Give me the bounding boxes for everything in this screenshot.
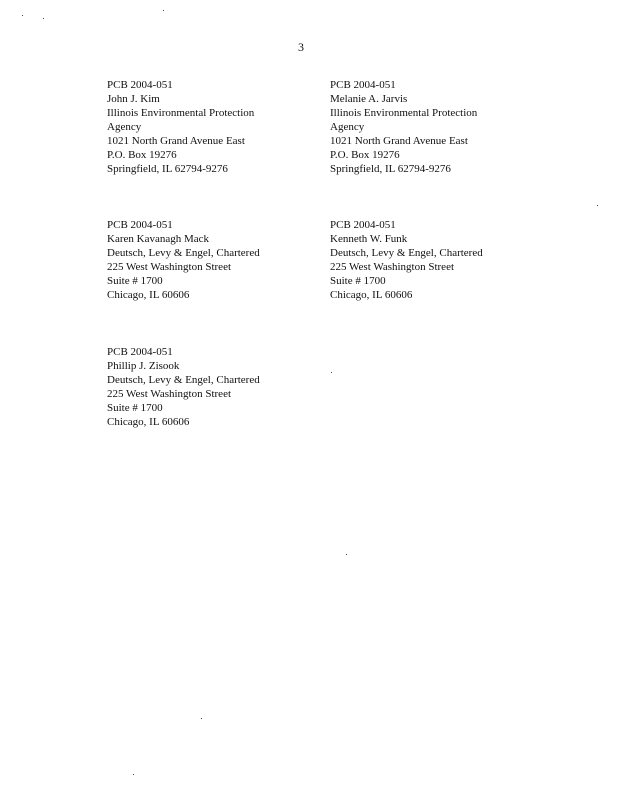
recipient-name: Kenneth W. Funk	[330, 233, 408, 245]
street-address: 1021 North Grand Avenue East	[330, 135, 468, 147]
organization: Deutsch, Levy & Engel, Chartered	[107, 374, 260, 386]
case-number: PCB 2004-051	[330, 79, 396, 91]
street-address: 225 West Washington Street	[330, 261, 455, 273]
suite: Suite # 1700	[107, 402, 163, 414]
organization: Deutsch, Levy & Engel, Chartered	[330, 247, 483, 259]
organization: Illinois Environmental Protection	[330, 107, 478, 119]
scan-speck	[22, 15, 23, 16]
city-state-zip: Springfield, IL 62794-9276	[330, 163, 451, 175]
city-state-zip: Chicago, IL 60606	[107, 416, 190, 428]
recipient-name: Karen Kavanagh Mack	[107, 233, 210, 245]
scan-speck	[201, 718, 202, 719]
service-address-block	[107, 78, 307, 176]
scan-speck	[43, 18, 44, 19]
organization-continued: Agency	[107, 121, 142, 133]
organization: Deutsch, Levy & Engel, Chartered	[107, 247, 260, 259]
scan-speck	[346, 554, 347, 555]
case-number: PCB 2004-051	[330, 219, 396, 231]
street-address: 1021 North Grand Avenue East	[107, 135, 245, 147]
case-number: PCB 2004-051	[107, 346, 173, 358]
recipient-name: Phillip J. Zisook	[107, 360, 180, 372]
scan-speck	[163, 10, 164, 11]
recipient-name: Melanie A. Jarvis	[330, 93, 408, 105]
scan-speck	[331, 372, 332, 373]
case-number: PCB 2004-051	[107, 219, 173, 231]
suite: Suite # 1700	[330, 275, 386, 287]
case-number: PCB 2004-051	[107, 79, 173, 91]
street-address: 225 West Washington Street	[107, 261, 232, 273]
po-box: P.O. Box 19276	[330, 149, 400, 161]
city-state-zip: Chicago, IL 60606	[330, 289, 413, 301]
service-address-block	[107, 345, 307, 429]
service-address-block	[330, 218, 530, 302]
scan-speck	[597, 205, 598, 206]
recipient-name: John J. Kim	[107, 93, 160, 105]
suite: Suite # 1700	[107, 275, 163, 287]
service-address-block	[107, 218, 307, 302]
service-address-block	[330, 78, 530, 176]
page-number: 3	[298, 40, 304, 54]
street-address: 225 West Washington Street	[107, 388, 232, 400]
organization-continued: Agency	[330, 121, 365, 133]
organization: Illinois Environmental Protection	[107, 107, 255, 119]
scan-speck	[133, 774, 134, 775]
po-box: P.O. Box 19276	[107, 149, 177, 161]
city-state-zip: Springfield, IL 62794-9276	[107, 163, 228, 175]
city-state-zip: Chicago, IL 60606	[107, 289, 190, 301]
